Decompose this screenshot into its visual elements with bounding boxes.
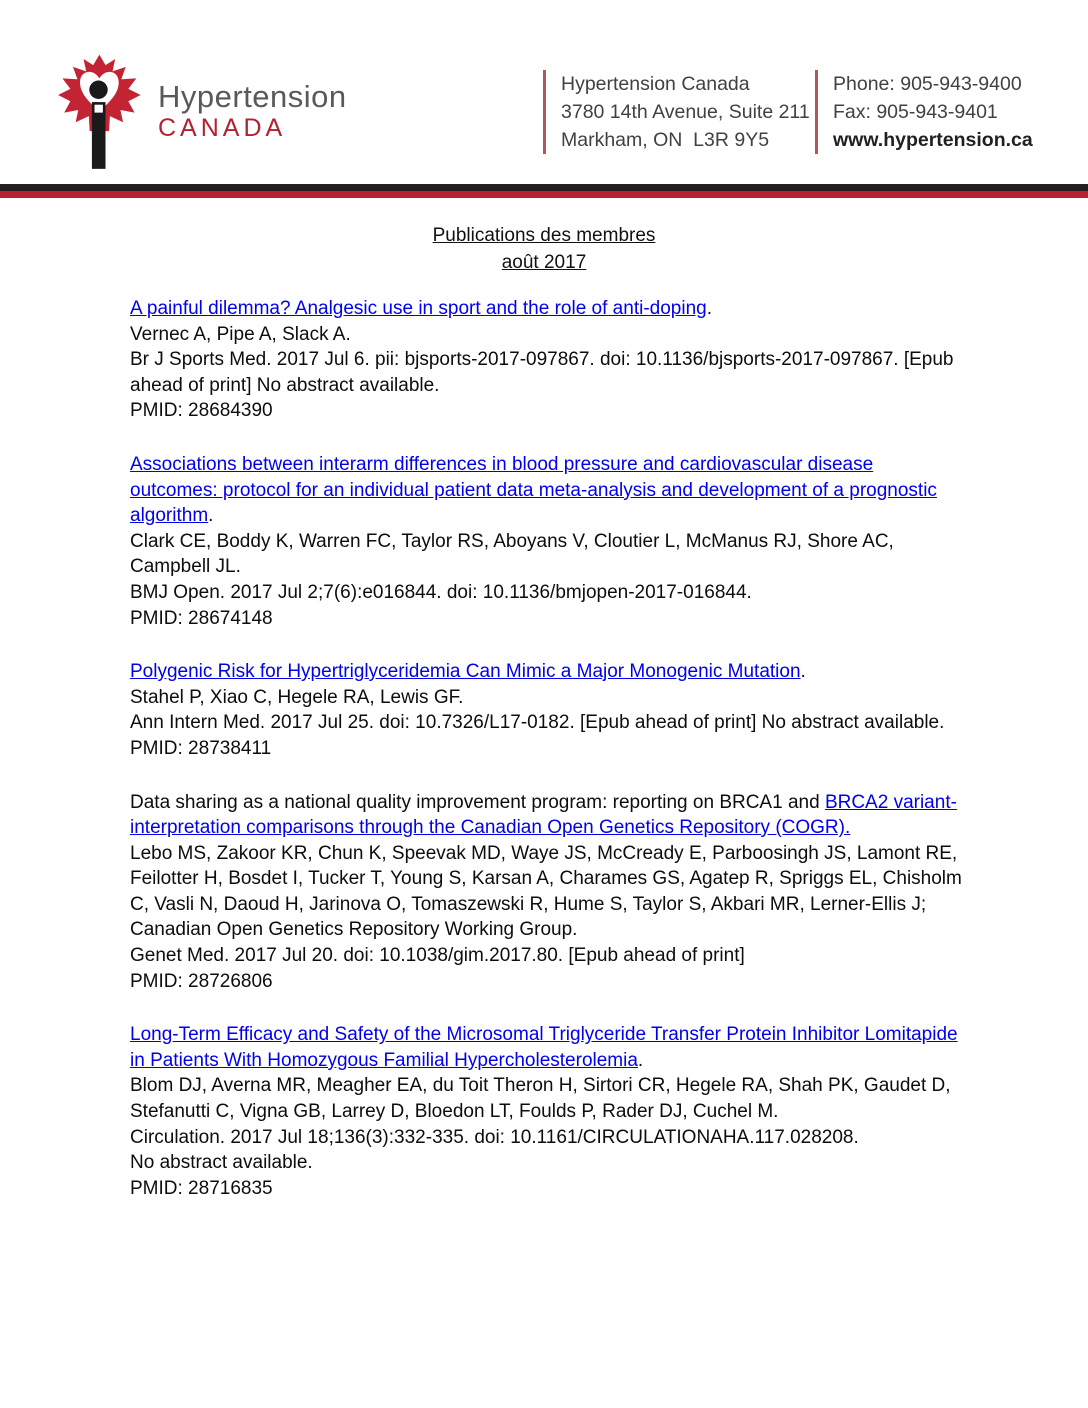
logo-brand-text: Hypertension [158,79,347,114]
address-line: Hypertension Canada [561,73,750,95]
website-text: www.hypertension.ca [833,129,1033,151]
maple-leaf-person-icon [58,52,146,175]
letterhead-address [543,70,810,154]
publication-pmid: PMID: 28684390 [130,400,273,422]
publication-authors: Lebo MS, Zakoor KR, Chun K, Speevak MD, Waye JS, McCready E, Parboosingh JS, Lamont RE, Feilotter H, Bosdet I, Tucker T, Young S, Karsan A, Charames GS, Agatep R, Spriggs EL, Chisholm C, Vasli N, Daoud H, Jarinova O, Tomaszewski R, Hume S, Taylor S, Akbari MR, Lerner-Ellis J; Canadian Open Genetics Repository Working Group. [130,842,962,941]
publication-title-suffix: . [208,505,214,527]
publication-title-link[interactable]: A painful dilemma? Analgesic use in sport and the role of anti-doping [130,298,707,319]
publication-pmid: PMID: 28738411 [130,737,272,759]
publication-pmid: PMID: 28674148 [130,607,273,629]
publication-title-link[interactable]: Long-Term Efficacy and Safety of the Microsomal Triglyceride Transfer Protein Inhibitor Lomitapide in Patients With Homozygous Familial Hypercholesterolemia [130,1024,958,1071]
publication-title-suffix: . [637,1049,644,1071]
publication-title [130,659,962,685]
publication-authors: Vernec A, Pipe A, Slack A. [130,323,351,345]
address-line: Markham, ON L3R 9Y5 [561,129,770,151]
person-head [89,81,107,99]
publication-title [130,452,962,529]
phone-line: Phone: 905-943-9400 [833,73,1022,95]
publication-authors: Stahel P, Xiao C, Hegele RA, Lewis GF. [130,686,464,708]
page-title-line2: août 2017 [501,252,587,273]
logo-country-text: CANADA [158,114,287,142]
publication-citation: Genet Med. 2017 Jul 20. doi: 10.1038/gim.2017.80. [Epub ahead of print] [130,945,745,967]
publication-title-suffix: . [800,661,806,683]
publication-title [130,790,962,841]
publication-entry [130,296,962,424]
publication-title [130,1022,962,1073]
publication-authors: Blom DJ, Averna MR, Meagher EA, du Toit Theron H, Sirtori CR, Hegele RA, Shah PK, Gaudet D, Stefanutti C, Vigna GB, Larrey D, Bloedon LT, Foulds P, Rader DJ, Cuchel M. [130,1075,951,1123]
logo-mark [58,52,146,175]
publication-citation: Ann Intern Med. 2017 Jul 25. doi: 10.7326/L17-0182. [Epub ahead of print] No abstract available. [130,712,945,734]
publication-authors: Clark CE, Boddy K, Warren FC, Taylor RS, Aboyans V, Cloutier L, McManus RJ, Shore AC, Campbell JL. [130,530,894,578]
letterhead-contact [815,70,1033,154]
publication-pmid: PMID: 28716835 [130,1177,273,1199]
publication-citation: Circulation. 2017 Jul 18;136(3):332-335. doi: 10.1161/CIRCULATIONAHA.117.028208. [130,1126,859,1148]
divider-band [0,184,1088,198]
publications-list [130,296,962,1229]
hypertension-canada-logo [58,52,347,175]
fax-line: Fax: 905-943-9401 [833,101,998,123]
publication-entry [130,659,962,761]
publication-title [130,296,962,322]
publication-entry [130,790,962,995]
divider-band-black [0,184,1088,191]
publication-citation: Br J Sports Med. 2017 Jul 6. pii: bjsports-2017-097867. doi: 10.1136/bjsports-2017-097867. [Epub ahead of print] No abstract available. [130,349,954,396]
publication-entry [130,452,962,631]
publication-title-link[interactable]: BRCA2 variant-interpretation comparisons through the Canadian Open Genetics Repository (COGR). [130,791,957,839]
publication-title-link[interactable]: Associations between interarm differences in blood pressure and cardiovascular disease outcomes: protocol for an individual patient data meta-analysis and development of a prognostic algorithm [130,453,937,527]
logo-wordmark [158,52,347,143]
page-title-line1: Publications des membres [432,225,656,246]
publication-note: No abstract available. [130,1152,313,1174]
publication-pmid: PMID: 28726806 [130,970,273,992]
publication-title-link[interactable]: Polygenic Risk for Hypertriglyceridemia Can Mimic a Major Monogenic Mutation [130,661,801,683]
publication-citation: BMJ Open. 2017 Jul 2;7(6):e016844. doi: 10.1136/bmjopen-2017-016844. [130,581,752,603]
page-title [0,222,1088,276]
publication-entry [130,1022,962,1201]
publication-title-plain: Data sharing as a national quality improvement program: reporting on BRCA1 and [130,791,825,813]
divider-band-red [0,191,1088,198]
publication-title-suffix: . [706,298,712,319]
address-line: 3780 14th Avenue, Suite 211 [561,101,810,123]
person-body-notch [95,105,103,113]
